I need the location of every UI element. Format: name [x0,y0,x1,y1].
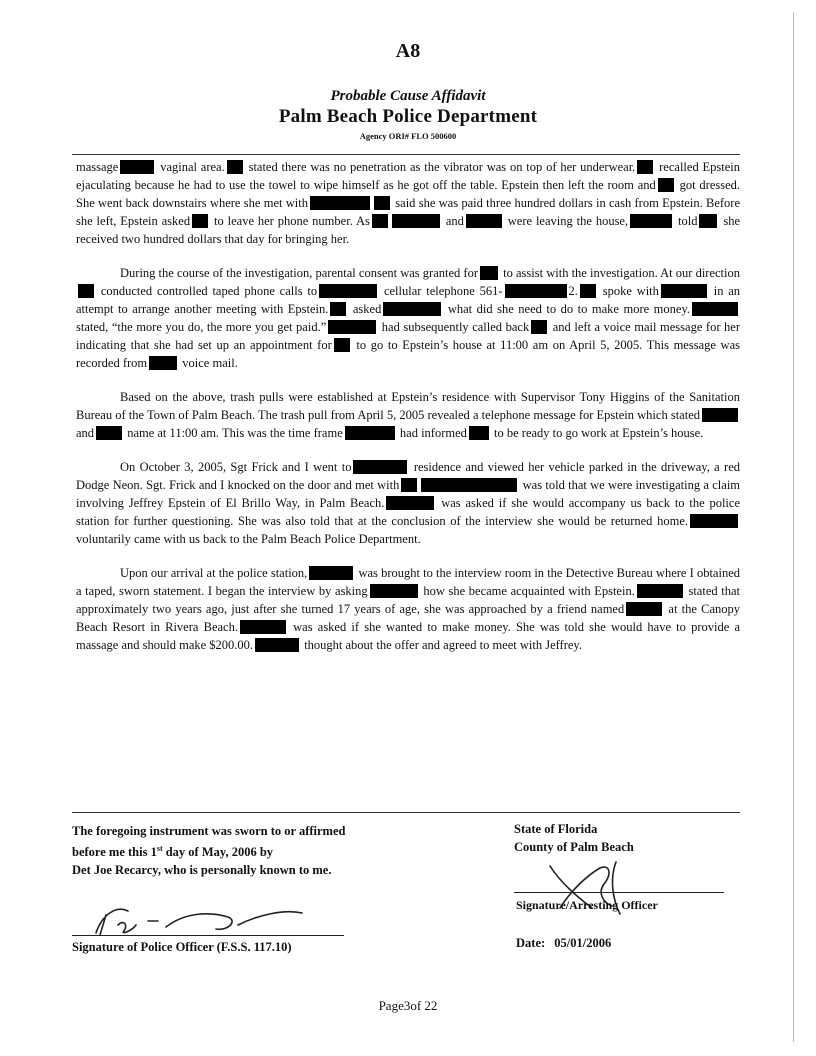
paragraph-4 [76,458,740,548]
redaction-box [309,566,353,580]
redaction-box [370,584,418,598]
text-run: name at 11:00 am. This was the time frame [127,426,343,440]
sworn-date-text: before me this 1 [72,845,157,860]
redaction-box [374,196,390,210]
affidavit-body [76,158,740,670]
redaction-box [421,478,517,492]
ordinal-suffix: st [156,844,163,853]
redaction-box [345,426,395,440]
text-run: what did she need to do to make more money. [447,302,691,316]
text-run: in an attempt to arrange another meeting with Epstein. [76,284,741,316]
text-run: at the Canopy Beach Resort in Rivera Beach. [76,602,740,634]
redaction-box [192,214,208,228]
redaction-box [661,284,707,298]
redaction-box [630,214,672,228]
text-run: she received two hundred dollars that day for bringing her. [76,214,741,246]
document-title: Probable Cause Affidavit [330,88,486,104]
text-run: stated, “the more you do, the more you get paid.” [76,320,327,334]
sworn-line [72,840,432,861]
redaction-box [690,514,738,528]
text-run: residence and viewed her vehicle parked in the driveway, a red Dodge Neon. Sgt. Frick and I knocked on the door and met with [76,460,741,492]
officer-signature-line [72,935,344,936]
text-run: and left a voice mail message for her indicating that she had set up an appointment for [76,320,740,352]
sworn-statement [72,822,432,879]
agency-ori: Agency ORI# FLO 500600 [359,131,457,141]
arresting-signature-line [514,892,724,893]
redaction-box [240,620,286,634]
text-run: On October 3, 2005, Sgt Frick and I went to [120,460,352,474]
redaction-box [469,426,489,440]
text-run: vaginal area. [160,160,225,174]
text-run: conducted controlled taped phone calls to [100,284,318,298]
text-run: was brought to the interview room in the Detective Bureau where I obtained a taped, sworn statement. I began the interview by asking [76,566,740,598]
officer-signature-caption: Signature of Police Officer (F.S.S. 117.10) [72,940,292,954]
redaction-box [531,320,547,334]
paragraph-3 [76,388,740,442]
text-run: was asked if she wanted to make money. She was told she would have to provide a massage and should make $200.00. [76,620,740,652]
text-run: and [445,214,464,228]
redaction-box [328,320,376,334]
redaction-box [353,460,407,474]
county-label: County of Palm Beach [514,840,634,854]
text-run: to assist with the investigation. At our direction [503,266,741,280]
state-label: State of Florida [514,822,598,836]
redaction-box [310,196,370,210]
text-run: cellular telephone 561- [383,284,503,298]
text-run: to be ready to go work at Epstein’s house. [494,426,704,440]
text-run: thought about the offer and agreed to meet with Jeffrey. [304,638,582,652]
redaction-box [466,214,502,228]
venue-block [514,820,744,856]
text-run: told [678,214,698,228]
text-run: was asked if she would accompany us back to the police station for further questioning. She was also told that at the conclusion of the interview she would be returned home. [76,496,740,528]
redaction-box [334,338,350,352]
text-run: recalled Epstein ejaculating because he had to use the towel to wipe himself as he got off the table. Epstein then left the room and [76,160,741,192]
redaction-box [383,302,441,316]
redaction-box [319,284,377,298]
date-label: Date: [516,936,546,950]
text-run: had informed [399,426,467,440]
redaction-box [386,496,434,510]
text-run: voice mail. [182,356,238,370]
text-run: had subsequently called back [381,320,530,334]
text-run: spoke with [602,284,659,298]
redaction-box [96,426,122,440]
redaction-box [78,284,94,298]
sworn-date-text: day of May, 2006 by [162,845,274,860]
text-run: massage [76,160,119,174]
date-value: 05/01/2006 [554,936,612,950]
redaction-box [626,602,662,616]
paragraph-2 [76,264,740,372]
redaction-box [255,638,299,652]
department-name: Palm Beach Police Department [278,106,538,127]
redaction-box [580,284,596,298]
footer-rule [72,812,740,813]
paragraph-5 [76,564,740,654]
text-run: and [76,426,95,440]
redaction-box [401,478,417,492]
text-run: asked [352,302,382,316]
sworn-line: The foregoing instrument was sworn to or affirmed [72,824,346,838]
paragraph-1 [76,158,740,248]
text-run: to go to Epstein’s house at 11:00 am on April 5, 2005. This message was recorded from [76,338,740,370]
redaction-box [330,302,346,316]
redaction-box [480,266,498,280]
redaction-box [699,214,717,228]
redaction-box [149,356,177,370]
redaction-box [702,408,738,422]
text-run: During the course of the investigation, parental consent was granted for [120,266,478,280]
redaction-box [658,178,674,192]
text-run: 2. [568,284,578,298]
text-run: Upon our arrival at the police station, [120,566,308,580]
text-run: were leaving the house, [507,214,629,228]
arresting-signature-caption: Signature/Arresting Officer [516,898,658,912]
redaction-box [120,160,154,174]
redaction-box [392,214,440,228]
text-run: voluntarily came with us back to the Palm Beach Police Department. [76,532,421,546]
text-run: said she was paid three hundred dollars in cash from Epstein. Before she left, Epstein asked [76,196,741,228]
scan-edge-line [793,12,794,1042]
text-run: got dressed. She went back downstairs where she met with [76,178,741,210]
text-run: stated that approximately two years ago, just after she turned 17 years of age, she was approached by a friend named [76,584,741,616]
page-number: Page3of 22 [378,998,438,1013]
redaction-box [637,160,653,174]
date-row [516,936,611,951]
text-run: was told that we were investigating a claim involving Jeffrey Epstein of El Brillo Way, in Palm Beach. [76,478,741,510]
redaction-box [637,584,683,598]
officer-signature [88,895,328,945]
redaction-box [227,160,243,174]
text-run: Based on the above, trash pulls were established at Epstein’s residence with Supervisor Tony Higgins of the Sanitation Bureau of the Town of Palm Beach. The trash pull from April 5, 2005 revealed a telephone message for Epstein which stated [76,390,740,422]
redaction-box [505,284,567,298]
sworn-line: Det Joe Recarcy, who is personally known to me. [72,863,332,878]
redaction-box [372,214,388,228]
page-code: A8 [395,40,421,62]
header-rule [72,154,740,155]
redaction-box [692,302,738,316]
text-run: stated there was no penetration as the vibrator was on top of her underwear. [248,160,636,174]
text-run: to leave her phone number. As [214,214,370,228]
text-run: how she became acquainted with Epstein. [423,584,635,598]
